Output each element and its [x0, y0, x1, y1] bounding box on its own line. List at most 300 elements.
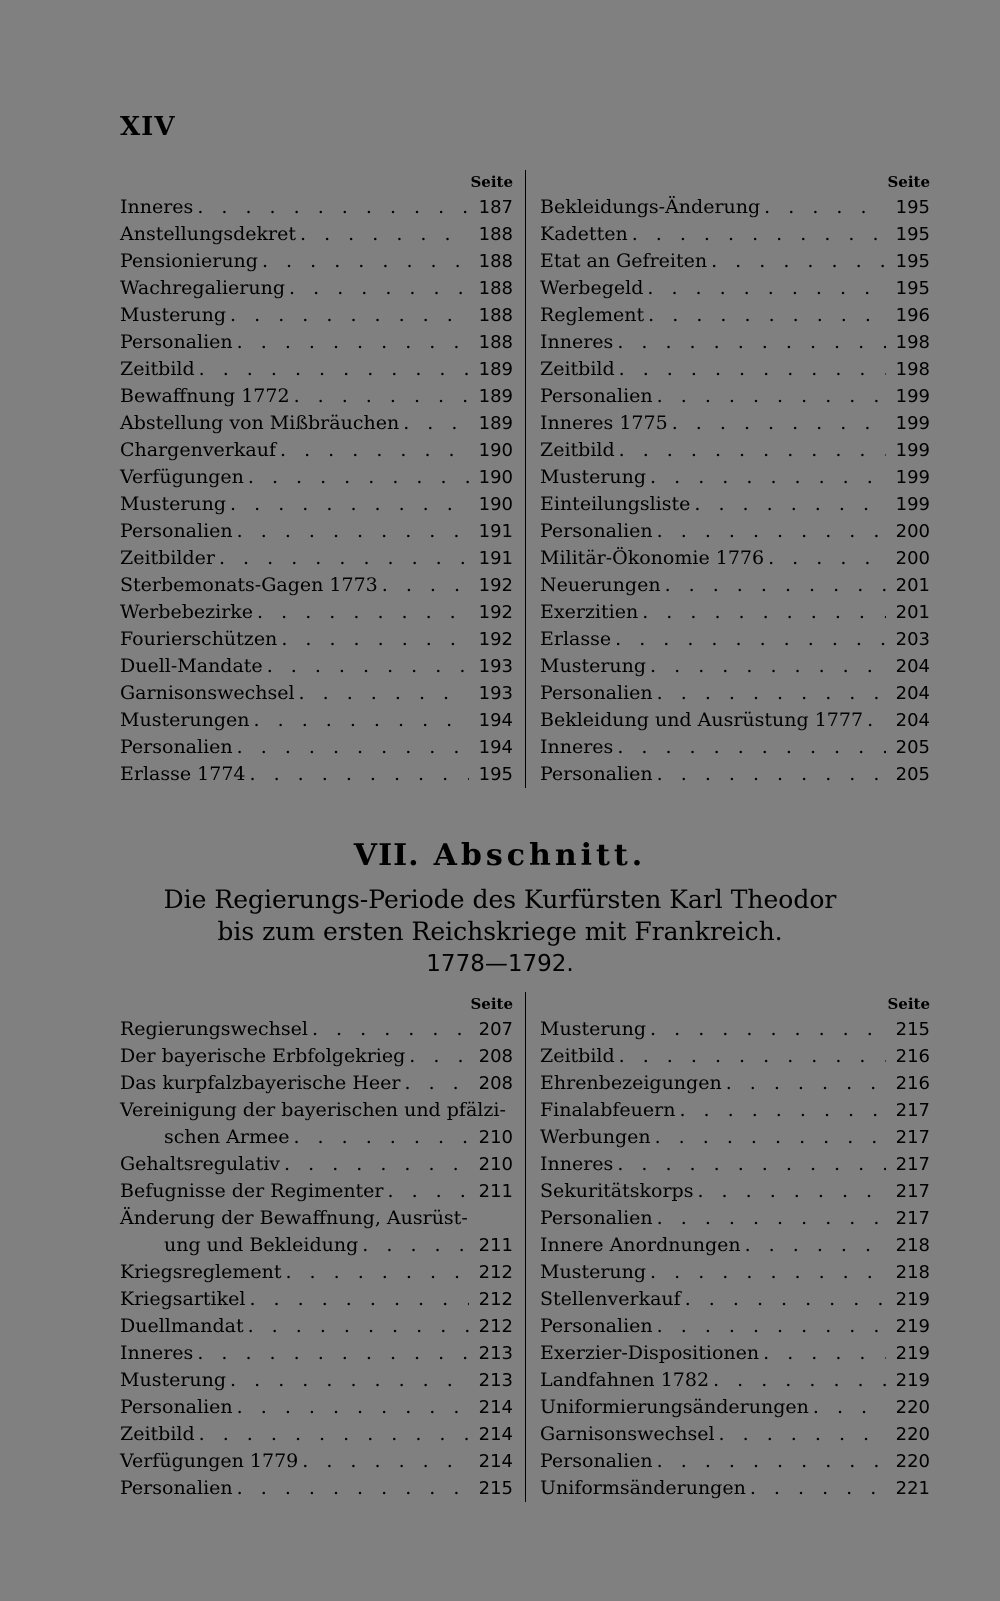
toc-entry-label: Garnisonswechsel [540, 1423, 715, 1445]
toc-entry [120, 275, 513, 302]
toc-entry [120, 1367, 513, 1394]
leader-dots [289, 275, 469, 302]
toc-entry [120, 248, 513, 275]
toc-entry-page: 204 [895, 656, 930, 677]
toc-entry [120, 1124, 513, 1151]
toc-entry [540, 761, 930, 788]
toc-entry [540, 1448, 930, 1475]
leader-dots [713, 1367, 886, 1394]
page-number: XIV [120, 112, 176, 142]
toc-entry-label: Personalien [540, 1207, 653, 1229]
toc-entry-page: 220 [895, 1424, 930, 1445]
toc-entry-page: 188 [478, 305, 513, 326]
leader-dots [711, 248, 886, 275]
toc-entry [120, 1070, 513, 1097]
leader-dots [404, 1070, 469, 1097]
toc-entry-page: 212 [478, 1289, 513, 1310]
toc-entry-label: schen Armee [164, 1126, 290, 1148]
toc-entry-label: Musterung [540, 1261, 647, 1283]
section-word: Abschnitt. [433, 838, 647, 873]
toc-entry-page: 192 [478, 575, 513, 596]
toc-entry-page: 204 [895, 710, 930, 731]
toc-entry-page: 220 [895, 1451, 930, 1472]
toc-entry [120, 761, 513, 788]
toc-entry [120, 221, 513, 248]
leader-dots [619, 437, 886, 464]
leader-dots [768, 545, 886, 572]
toc-entry-page: 193 [478, 656, 513, 677]
toc-entry [120, 194, 513, 221]
leader-dots [382, 572, 469, 599]
section-years: 1778—1792. [426, 951, 574, 977]
toc-entry-label: Garnisonswechsel [120, 682, 295, 704]
toc-entry [540, 383, 930, 410]
toc-entry-page: 194 [478, 737, 513, 758]
toc-entry [540, 653, 930, 680]
toc-entry-label: Musterung [120, 493, 227, 515]
toc-entry-label: Ehrenbezeigungen [540, 1072, 722, 1094]
toc-entry-page: 187 [478, 197, 513, 218]
seite-header: Seite [470, 995, 513, 1013]
leader-dots [697, 1178, 886, 1205]
toc-entry [120, 1475, 513, 1502]
toc-entry-page: 216 [895, 1046, 930, 1067]
toc-entry-label: Befugnisse der Regimenter [120, 1180, 384, 1202]
toc-entry-label: Anstellungsdekret [120, 223, 297, 245]
toc-entry-page: 204 [895, 683, 930, 704]
toc-entry [120, 437, 513, 464]
toc-entry-page: 211 [478, 1235, 513, 1256]
toc-entry [540, 518, 930, 545]
toc-entry-label: Personalien [120, 736, 233, 758]
section-heading [0, 838, 1000, 873]
toc-entry-page: 210 [478, 1154, 513, 1175]
leader-dots [248, 464, 469, 491]
toc-entry-label: Sekuritätskorps [540, 1180, 694, 1202]
toc-entry-page: 194 [478, 710, 513, 731]
toc-entry-page: 216 [895, 1073, 930, 1094]
toc-entry [120, 1205, 513, 1232]
toc-entry-page: 196 [895, 305, 930, 326]
toc-entry [540, 275, 930, 302]
leader-dots [685, 1286, 886, 1313]
toc-entry [120, 707, 513, 734]
toc-entry [540, 734, 930, 761]
toc-entry-label: Personalien [540, 1315, 653, 1337]
toc-entry-label: Personalien [540, 385, 653, 407]
toc-entry [540, 1124, 930, 1151]
toc-entry-page: 193 [478, 683, 513, 704]
toc-entry-page: 205 [895, 764, 930, 785]
leader-dots [657, 680, 886, 707]
toc-entry [540, 1286, 930, 1313]
leader-dots [647, 275, 886, 302]
toc-entry [540, 1259, 930, 1286]
leader-dots [230, 1367, 469, 1394]
toc-entry-label: Kriegsartikel [120, 1288, 246, 1310]
toc-column-right [525, 170, 930, 788]
leader-dots [237, 1394, 469, 1421]
leader-dots [257, 599, 469, 626]
toc-entry-page: 217 [895, 1154, 930, 1175]
toc-entry-page: 221 [895, 1478, 930, 1499]
toc-entry-page: 219 [895, 1289, 930, 1310]
leader-dots [679, 1097, 886, 1124]
leader-dots [197, 194, 469, 221]
leader-dots [219, 545, 469, 572]
toc-entry-label: Musterung [540, 655, 647, 677]
toc-entry [540, 410, 930, 437]
toc-entry [540, 194, 930, 221]
section-title [0, 884, 1000, 980]
leader-dots [665, 572, 886, 599]
toc-entry [540, 1232, 930, 1259]
toc-entry-label: Erlasse [540, 628, 612, 650]
toc-entry-page: 219 [895, 1316, 930, 1337]
toc-entry-page: 211 [478, 1181, 513, 1202]
toc-entry-page: 205 [895, 737, 930, 758]
toc-entry-page: 199 [895, 413, 930, 434]
leader-dots [655, 1124, 886, 1151]
section-number: VII. [353, 838, 420, 873]
toc-entry [120, 680, 513, 707]
leader-dots [237, 1475, 469, 1502]
toc-entry-page: 195 [478, 764, 513, 785]
leader-dots [312, 1016, 469, 1043]
toc-entry-page: 188 [478, 332, 513, 353]
toc-entry-page: 212 [478, 1316, 513, 1337]
toc-entry [540, 626, 930, 653]
leader-dots [250, 761, 470, 788]
toc-entry-label: Uniformsänderungen [540, 1477, 746, 1499]
leader-dots [650, 1016, 886, 1043]
toc-entry-label: Inneres [540, 331, 614, 353]
seite-header: Seite [470, 173, 513, 191]
toc-entry-label: Inneres [120, 196, 194, 218]
toc-entry-page: 217 [895, 1100, 930, 1121]
toc-entry-label: Der bayerische Erbfolgekrieg [120, 1045, 406, 1067]
toc-entry-label: Sterbemonats-Gagen 1773 [120, 574, 378, 596]
toc-entry-label: Finalabfeuern [540, 1099, 676, 1121]
toc-entry-label: Personalien [120, 1477, 233, 1499]
leader-dots [280, 437, 469, 464]
toc-entry [540, 1205, 930, 1232]
toc-entry [120, 329, 513, 356]
toc-entry-label: Vereinigung der bayerischen und pfälzi- [120, 1099, 506, 1121]
toc-entry-page: 212 [478, 1262, 513, 1283]
leader-dots [745, 1232, 886, 1259]
toc-entry-page: 217 [895, 1127, 930, 1148]
toc-entry [120, 1043, 513, 1070]
toc-entry-label: Pensionierung [120, 250, 258, 272]
toc-entry-label: Personalien [120, 1396, 233, 1418]
leader-dots [230, 491, 469, 518]
toc-entry-label: Inneres [540, 1153, 614, 1175]
toc-entry-page: 199 [895, 494, 930, 515]
toc-entry [120, 1151, 513, 1178]
toc-entry-page: 214 [478, 1397, 513, 1418]
toc-entry-label: Das kurpfalzbayerische Heer [120, 1072, 401, 1094]
toc-entry [120, 1232, 513, 1259]
toc-entry-page: 195 [895, 278, 930, 299]
toc-entry-label: Wachregalierung [120, 277, 286, 299]
leader-dots [262, 248, 469, 275]
leader-dots [813, 1394, 886, 1421]
leader-dots [657, 761, 886, 788]
toc-entry-label: Zeitbild [540, 358, 615, 380]
leader-dots [750, 1475, 886, 1502]
leader-dots [237, 734, 469, 761]
toc-entry [540, 1043, 930, 1070]
leader-dots [294, 383, 469, 410]
toc-entry-label: Werbegeld [540, 277, 644, 299]
toc-entry-label: Musterung [120, 304, 227, 326]
leader-dots [619, 356, 886, 383]
toc-entry-page: 217 [895, 1208, 930, 1229]
toc-entry-label: Bewaffnung 1772 [120, 385, 290, 407]
toc-entry-label: Musterung [540, 466, 647, 488]
toc-column-right [525, 992, 930, 1502]
toc-entry-page: 208 [478, 1073, 513, 1094]
toc-entry-page: 200 [895, 548, 930, 569]
toc-entry [120, 1394, 513, 1421]
leader-dots [249, 1286, 469, 1313]
leader-dots [632, 221, 886, 248]
toc-entry-label: Innere Anordnungen [540, 1234, 741, 1256]
toc-entry-page: 215 [478, 1478, 513, 1499]
toc-entry [120, 572, 513, 599]
toc-entry [120, 1340, 513, 1367]
toc-entry-page: 195 [895, 251, 930, 272]
leader-dots [281, 626, 469, 653]
leader-dots [409, 1043, 469, 1070]
toc-entry-page: 190 [478, 494, 513, 515]
toc-entry-page: 188 [478, 224, 513, 245]
toc-entry-label: Verfügungen [120, 466, 244, 488]
toc-entry [540, 1016, 930, 1043]
leader-dots [672, 410, 886, 437]
toc-entry [120, 1259, 513, 1286]
toc-entry [540, 248, 930, 275]
toc-entry-page: 189 [478, 413, 513, 434]
toc-entry [120, 545, 513, 572]
toc-entry [540, 329, 930, 356]
seite-header: Seite [887, 173, 930, 191]
toc-entry-label: Reglement [540, 304, 645, 326]
toc-entry-label: Zeitbild [540, 439, 615, 461]
toc-entry-label: Duellmandat [120, 1315, 244, 1337]
toc-entry [120, 653, 513, 680]
toc-entry-page: 219 [895, 1343, 930, 1364]
toc-entry-label: Kriegsreglement [120, 1261, 282, 1283]
toc-entry-label: Werbebezirke [120, 601, 254, 623]
toc-entry [540, 1070, 930, 1097]
toc-entry-label: Personalien [540, 682, 653, 704]
toc-entry-label: ung und Bekleidung [164, 1234, 359, 1256]
toc-entry [540, 302, 930, 329]
section-title-line1: Die Regierungs-Periode des Kurfürsten Karl Theodor [163, 885, 837, 914]
toc-entry [120, 1421, 513, 1448]
toc-entry-label: Musterungen [120, 709, 250, 731]
toc-entry-page: 188 [478, 251, 513, 272]
toc-entry-page: 200 [895, 521, 930, 542]
toc-entry-label: Inneres [120, 1342, 194, 1364]
leader-dots [726, 1070, 886, 1097]
leader-dots [199, 356, 469, 383]
leader-dots [642, 599, 886, 626]
toc-entry [120, 491, 513, 518]
toc-entry-label: Werbungen [540, 1126, 651, 1148]
toc-entry-page: 189 [478, 386, 513, 407]
toc-entry-page: 191 [478, 521, 513, 542]
toc-entry-label: Zeitbild [540, 1045, 615, 1067]
toc-entry-page: 195 [895, 197, 930, 218]
toc-entry [540, 491, 930, 518]
toc-entry-label: Uniformierungsänderungen [540, 1396, 809, 1418]
toc-entry-page: 217 [895, 1181, 930, 1202]
toc-entry-page: 201 [895, 602, 930, 623]
toc-entry-label: Etat an Gefreiten [540, 250, 708, 272]
leader-dots [300, 221, 469, 248]
toc-entry-page: 198 [895, 332, 930, 353]
toc-entry-label: Personalien [540, 763, 653, 785]
toc-entry-label: Stellenverkauf [540, 1288, 681, 1310]
toc-entry-page: 190 [478, 440, 513, 461]
toc-entry [540, 1313, 930, 1340]
toc-entry-page: 220 [895, 1397, 930, 1418]
toc-entry-page: 199 [895, 440, 930, 461]
toc-entry [120, 626, 513, 653]
leader-dots [657, 1448, 886, 1475]
toc-entry [540, 1097, 930, 1124]
toc-entry [540, 221, 930, 248]
toc-entry [540, 464, 930, 491]
leader-dots [197, 1340, 469, 1367]
toc-entry-page: 214 [478, 1451, 513, 1472]
toc-entry-page: 201 [895, 575, 930, 596]
toc-entry [120, 356, 513, 383]
toc-entry-label: Musterung [120, 1369, 227, 1391]
leader-dots [388, 1178, 469, 1205]
leader-dots [648, 302, 886, 329]
leader-dots [302, 1448, 469, 1475]
toc-entry [540, 599, 930, 626]
leader-dots [617, 1151, 886, 1178]
toc-entry [120, 1178, 513, 1205]
toc-entry-label: Zeitbilder [120, 547, 215, 569]
toc-entry-page: 210 [478, 1127, 513, 1148]
toc-entry-label: Abstellung von Mißbräuchen [120, 412, 400, 434]
toc-entry-label: Inneres 1775 [540, 412, 668, 434]
leader-dots [254, 707, 469, 734]
toc-entry-page: 207 [478, 1019, 513, 1040]
toc-entry [540, 1340, 930, 1367]
leader-dots [617, 734, 886, 761]
toc-entry-page: 208 [478, 1046, 513, 1067]
toc-entry [120, 302, 513, 329]
leader-dots [619, 1043, 886, 1070]
toc-entry-label: Militär-Ökonomie 1776 [540, 547, 765, 569]
toc-table-2 [120, 992, 930, 1502]
toc-entry-page: 219 [895, 1370, 930, 1391]
toc-entry-page: 190 [478, 467, 513, 488]
toc-entry-page: 218 [895, 1235, 930, 1256]
toc-entry-label: Neuerungen [540, 574, 661, 596]
toc-entry [120, 518, 513, 545]
toc-entry-page: 213 [478, 1370, 513, 1391]
toc-entry-page: 191 [478, 548, 513, 569]
toc-entry [540, 1394, 930, 1421]
toc-entry-label: Personalien [540, 520, 653, 542]
leader-dots [763, 1340, 886, 1367]
leader-dots [267, 653, 469, 680]
leader-dots [237, 518, 469, 545]
toc-entry-label: Gehaltsregulativ [120, 1153, 281, 1175]
leader-dots [403, 410, 469, 437]
leader-dots [657, 1205, 886, 1232]
toc-entry-label: Chargenverkauf [120, 439, 276, 461]
leader-dots [650, 464, 886, 491]
toc-entry [120, 599, 513, 626]
toc-entry-page: 199 [895, 386, 930, 407]
toc-entry-page: 192 [478, 602, 513, 623]
leader-dots [299, 680, 469, 707]
toc-entry-label: Bekleidungs-Änderung [540, 196, 761, 218]
toc-entry [540, 1475, 930, 1502]
toc-entry [540, 1178, 930, 1205]
toc-entry-page: 198 [895, 359, 930, 380]
toc-entry [120, 410, 513, 437]
section-title-line2: bis zum ersten Reichskriege mit Frankreich. [217, 917, 783, 946]
toc-entry-label: Fourierschützen [120, 628, 278, 650]
toc-entry-page: 203 [895, 629, 930, 650]
toc-entry-label: Duell-Mandate [120, 655, 263, 677]
leader-dots [362, 1232, 469, 1259]
toc-entry-label: Kadetten [540, 223, 628, 245]
toc-entry-label: Landfahnen 1782 [540, 1369, 710, 1391]
toc-entry-label: Musterung [540, 1018, 647, 1040]
leader-dots [617, 329, 886, 356]
toc-entry [120, 1286, 513, 1313]
toc-entry-label: Erlasse 1774 [120, 763, 246, 785]
leader-dots [694, 491, 886, 518]
toc-entry-page: 195 [895, 224, 930, 245]
leader-dots [650, 1259, 886, 1286]
leader-dots [199, 1421, 469, 1448]
toc-entry-label: Exerzitien [540, 601, 639, 623]
leader-dots [230, 302, 469, 329]
leader-dots [719, 1421, 886, 1448]
toc-entry-page: 199 [895, 467, 930, 488]
toc-entry [540, 356, 930, 383]
leader-dots [248, 1313, 469, 1340]
toc-entry [540, 572, 930, 599]
toc-entry-label: Änderung der Bewaffnung, Ausrüst- [120, 1207, 468, 1229]
toc-entry-label: Einteilungsliste [540, 493, 691, 515]
toc-entry [120, 1016, 513, 1043]
seite-header: Seite [887, 995, 930, 1013]
toc-entry-label: Exerzier-Dispositionen [540, 1342, 760, 1364]
toc-entry-label: Verfügungen 1779 [120, 1450, 299, 1472]
leader-dots [650, 653, 886, 680]
leader-dots [284, 1151, 469, 1178]
toc-entry-page: 214 [478, 1424, 513, 1445]
toc-entry [540, 707, 930, 734]
toc-entry [120, 1448, 513, 1475]
toc-entry-label: Personalien [540, 1450, 653, 1472]
toc-entry-page: 215 [895, 1019, 930, 1040]
leader-dots [657, 383, 886, 410]
